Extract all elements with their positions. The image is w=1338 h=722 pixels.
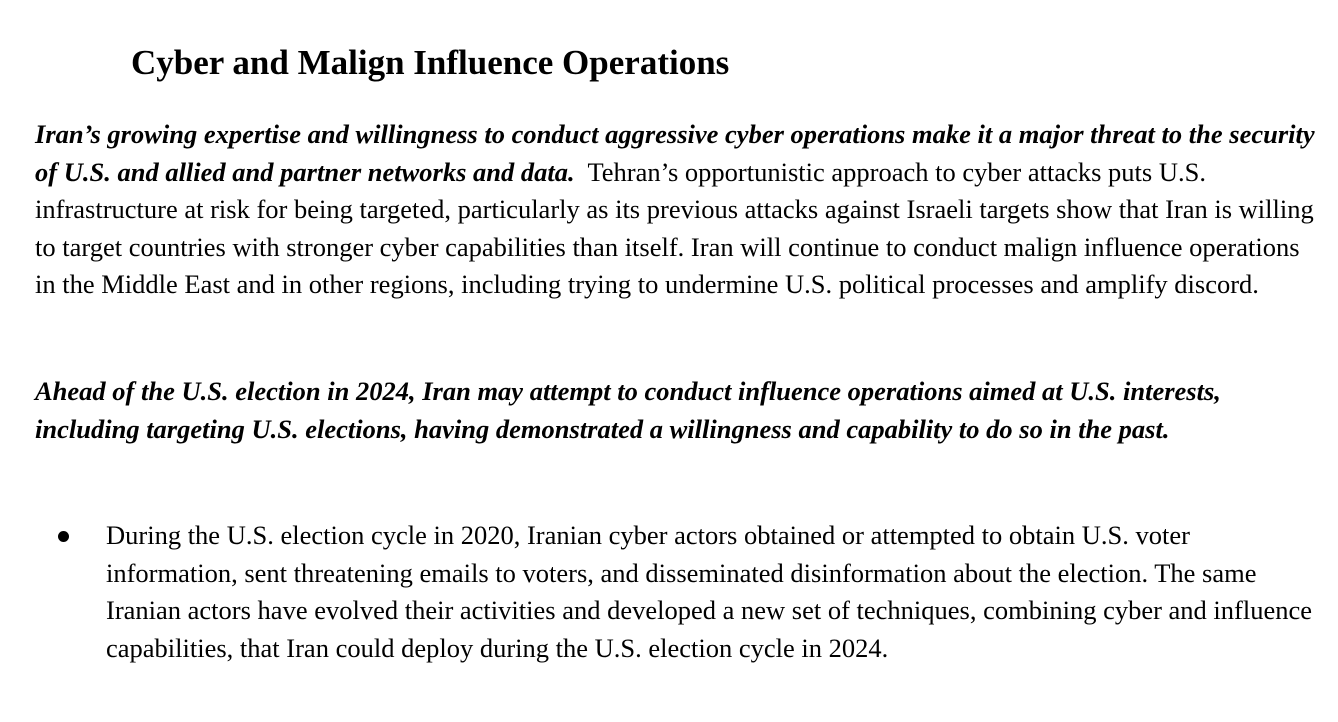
paragraph-lead: Ahead of the U.S. election in 2024, Iran may attempt to conduct influence operations aimed at U.S. interests, including targeting U.S. elections, having demonstrated a willingness and capability to do so in the past. (35, 376, 1221, 444)
paragraph-lead: Iran’s growing expertise and willingness to conduct aggressive cyber operations make it a major threat to the security of U.S. and allied and partner networks and data. (35, 119, 1315, 187)
section-heading: Cyber and Malign Influence Operations (131, 43, 730, 82)
paragraph-body: Tehran’s opportunistic approach to cyber attacks puts U.S. infrastructure at risk for being targeted, particularly as its previous attacks against Israeli targets show that Iran is willing to target countries with stronger cyber capabilities than itself. Iran will continue to conduct malign influence operations in the Middle East and in other regions, including trying to undermine U.S. political processes and amplify discord. (35, 156, 1314, 299)
paragraph-election-influence (35, 373, 1325, 448)
paragraph-cyber-threat (35, 116, 1325, 304)
bullet-icon (58, 531, 69, 542)
bullet-text: During the U.S. election cycle in 2020, Iranian cyber actors obtained or attempted to obtain U.S. voter information, sent threatening emails to voters, and disseminated disinformation about the election. The same Iranian actors have evolved their activities and developed a new set of techniques, combining cyber and influence capabilities, that Iran could deploy during the U.S. election cycle in 2024. (106, 520, 1313, 663)
